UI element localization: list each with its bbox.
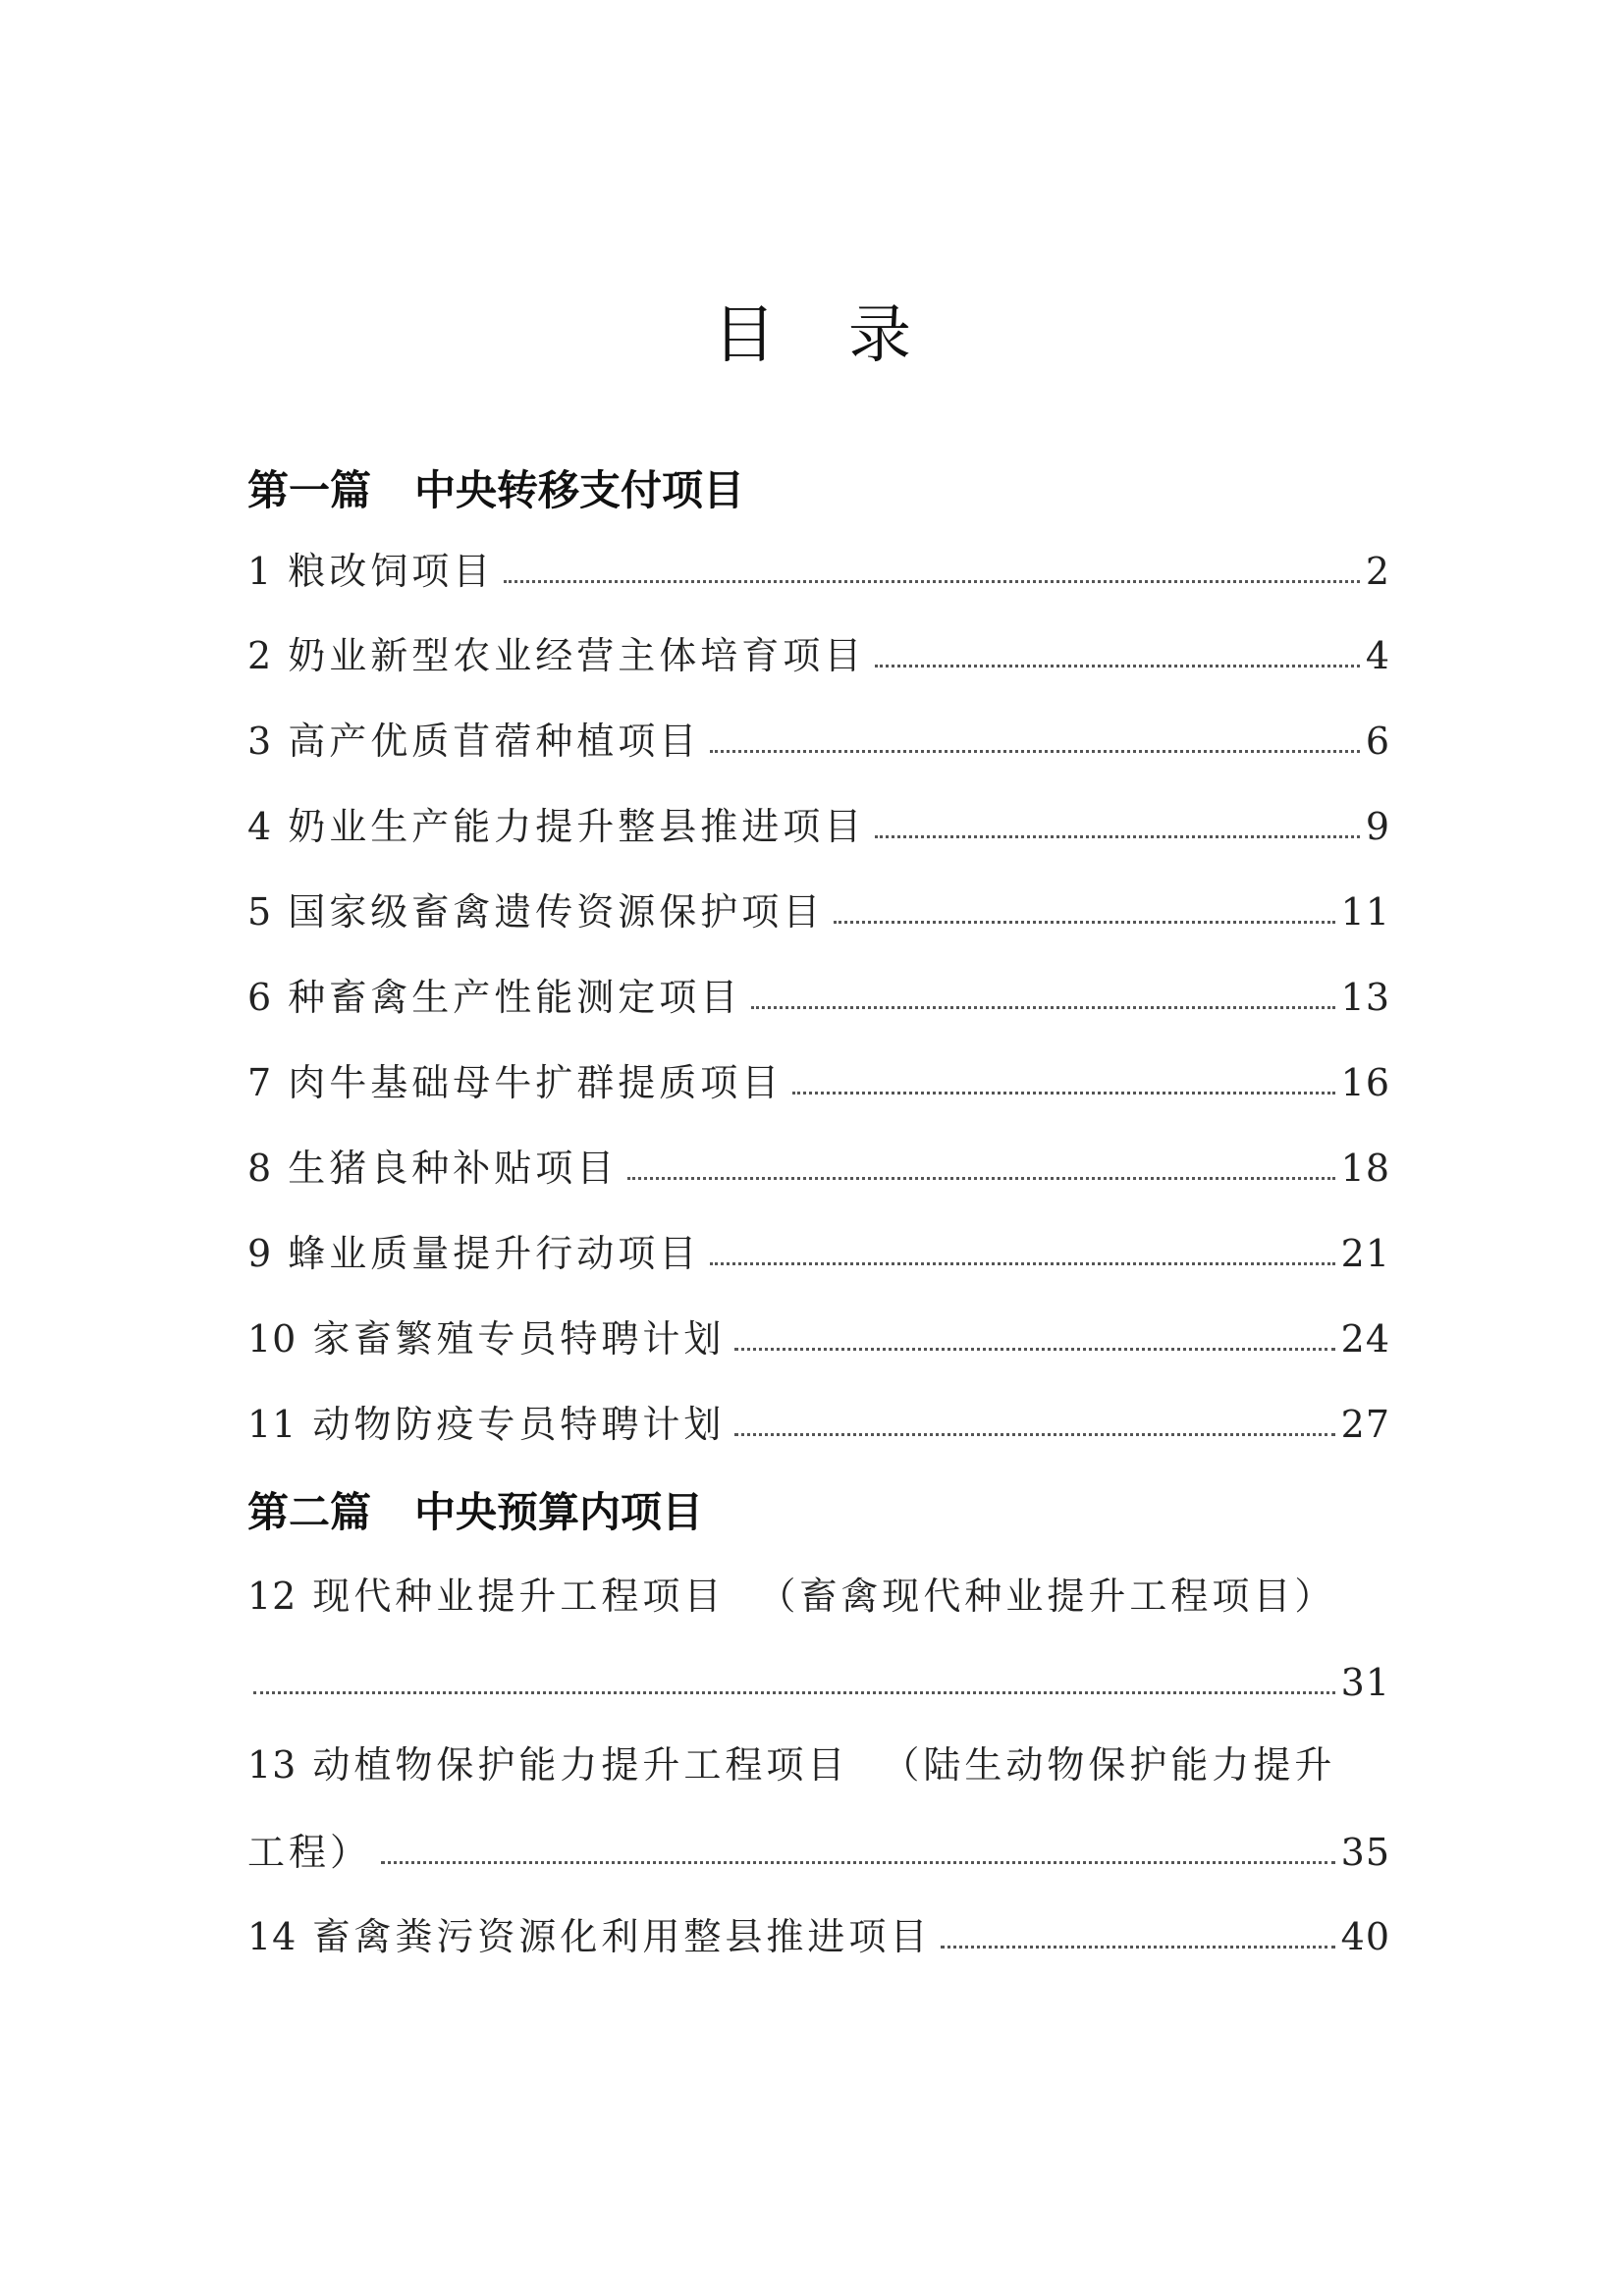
toc-entry-line-2[interactable] — [247, 1821, 1390, 1880]
entry-title: 种畜禽生产性能测定项目 — [288, 976, 742, 1019]
toc-entry-line-2[interactable] — [247, 1651, 1390, 1710]
title-char-2: 录 — [848, 299, 911, 372]
entry-page: 13 — [1340, 976, 1390, 1019]
toc-entry[interactable] — [247, 1137, 1390, 1196]
entry-number: 5 — [247, 890, 273, 934]
entry-page: 6 — [1365, 720, 1390, 763]
toc-entry-line-1[interactable] — [247, 1737, 1390, 1792]
toc-entry[interactable] — [247, 624, 1390, 683]
dot-leader — [792, 1092, 1334, 1095]
entry-number: 3 — [247, 720, 273, 763]
dot-leader — [875, 835, 1360, 838]
entry-number: 12 — [247, 1575, 298, 1618]
entry-title: 畜禽粪污资源化利用整县推进项目 — [312, 1915, 932, 1958]
entry-title: 生猪良种补贴项目 — [288, 1147, 619, 1190]
title-char-1: 目 — [713, 299, 776, 372]
entry-number: 8 — [247, 1147, 273, 1190]
entry-number: 2 — [247, 634, 273, 677]
entry-title: 蜂业质量提升行动项目 — [288, 1232, 701, 1275]
entry-page: 4 — [1365, 634, 1390, 677]
entry-page: 24 — [1340, 1317, 1390, 1361]
entry-title: 肉牛基础母牛扩群提质项目 — [288, 1061, 784, 1104]
dot-leader — [710, 1262, 1334, 1265]
toc-entry[interactable] — [247, 1308, 1390, 1366]
toc-entry[interactable] — [247, 966, 1390, 1025]
part-label: 第二篇 — [247, 1488, 372, 1536]
entry-title: 国家级畜禽遗传资源保护项目 — [288, 890, 825, 934]
entry-number: 14 — [247, 1915, 298, 1958]
entry-title: 动植物保护能力提升工程项目 — [312, 1743, 849, 1787]
entry-number: 9 — [247, 1232, 273, 1275]
entry-page: 11 — [1340, 890, 1390, 934]
entry-number: 1 — [247, 550, 273, 593]
part-name: 中央预算内项目 — [414, 1488, 704, 1536]
entry-continuation: 工程） — [247, 1831, 372, 1874]
toc-entry[interactable] — [247, 1051, 1390, 1110]
dot-leader — [253, 1691, 1335, 1694]
entry-number: 7 — [247, 1061, 273, 1104]
entry-title: 奶业生产能力提升整县推进项目 — [288, 805, 866, 848]
entry-number: 4 — [247, 805, 273, 848]
entry-page: 27 — [1340, 1403, 1390, 1446]
entry-subtitle: （畜禽现代种业提升工程项目） — [758, 1575, 1336, 1618]
dot-leader — [875, 665, 1360, 667]
entry-page: 35 — [1340, 1831, 1390, 1874]
entry-page: 18 — [1340, 1147, 1390, 1190]
part-heading-1 — [247, 463, 1390, 518]
entry-subtitle: （陆生动物保护能力提升 — [882, 1743, 1336, 1787]
toc-entry[interactable] — [247, 1905, 1390, 1964]
toc-entry[interactable] — [247, 540, 1390, 599]
entry-number: 10 — [247, 1317, 298, 1361]
entry-page: 16 — [1340, 1061, 1390, 1104]
toc-entry[interactable] — [247, 1222, 1390, 1281]
dot-leader — [627, 1177, 1334, 1180]
entry-number: 11 — [247, 1403, 298, 1446]
dot-leader — [941, 1946, 1334, 1949]
entry-title: 高产优质苜蓿种植项目 — [288, 720, 701, 763]
toc-entry[interactable] — [247, 795, 1390, 854]
dot-leader — [381, 1861, 1335, 1864]
entry-number: 13 — [247, 1743, 298, 1787]
entry-page: 2 — [1365, 550, 1390, 593]
entry-page: 9 — [1365, 805, 1390, 848]
entry-title: 现代种业提升工程项目 — [312, 1575, 726, 1618]
dot-leader — [710, 750, 1360, 753]
dot-leader — [504, 580, 1360, 583]
entry-title: 动物防疫专员特聘计划 — [312, 1403, 726, 1446]
toc-entry[interactable] — [247, 710, 1390, 769]
toc-entry[interactable] — [247, 1393, 1390, 1452]
entry-page: 21 — [1340, 1232, 1390, 1275]
part-label: 第一篇 — [247, 466, 372, 514]
page-title — [0, 285, 1624, 375]
entry-title: 奶业新型农业经营主体培育项目 — [288, 634, 866, 677]
toc-entry[interactable] — [247, 881, 1390, 939]
dot-leader — [734, 1433, 1334, 1436]
dot-leader — [834, 921, 1334, 924]
part-heading-2 — [247, 1485, 1390, 1540]
entry-page: 40 — [1340, 1915, 1390, 1958]
dot-leader — [751, 1006, 1334, 1009]
part-name: 中央转移支付项目 — [414, 466, 745, 514]
toc-entry-line-1[interactable] — [247, 1569, 1390, 1624]
entry-title: 家畜繁殖专员特聘计划 — [312, 1317, 726, 1361]
dot-leader — [734, 1348, 1334, 1351]
entry-page: 31 — [1340, 1661, 1390, 1704]
entry-title: 粮改饲项目 — [288, 550, 495, 593]
entry-number: 6 — [247, 976, 273, 1019]
